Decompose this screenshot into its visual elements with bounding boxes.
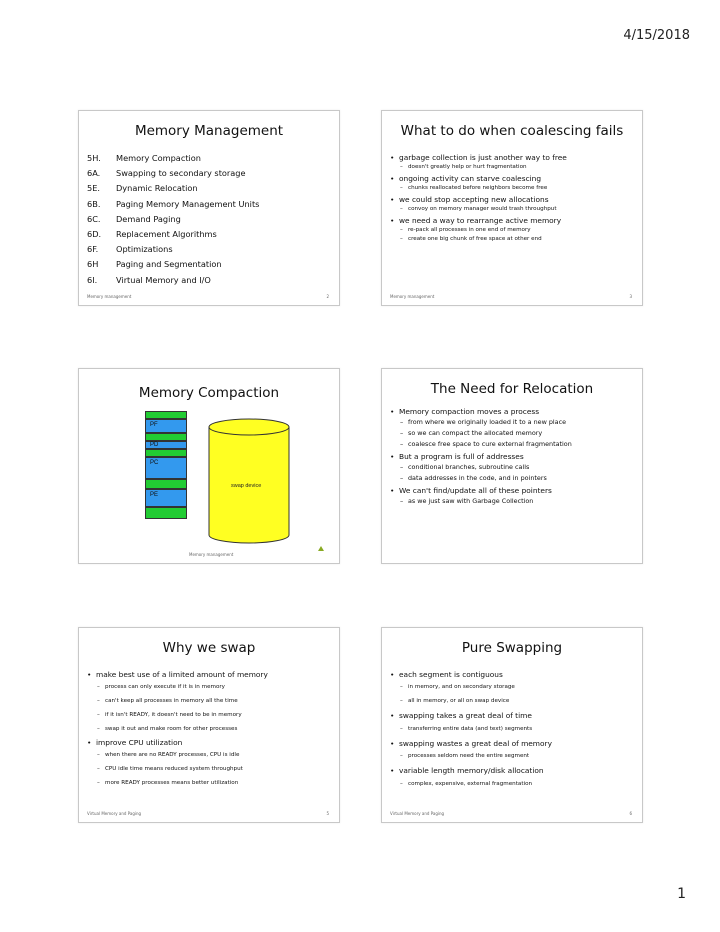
bullet: • each segment is contiguous: [390, 670, 636, 681]
slide-memory-management: [78, 110, 340, 306]
toc-item: 6B. Paging Memory Management Units: [87, 198, 260, 209]
bullet-list: [390, 151, 636, 244]
slide-why-we-swap: [78, 627, 340, 823]
sub-bullet: – coalesce free space to cure external fragmentation: [390, 439, 636, 450]
slide-title: Memory Management: [134, 123, 284, 139]
bullet: • We can't find/update all of these pointers: [390, 486, 636, 497]
slide-number: 5: [326, 811, 329, 816]
sub-bullet: – so we can compact the allocated memory: [390, 428, 636, 439]
bullet: • ongoing activity can starve coalescing: [390, 174, 636, 185]
free-segment: [145, 507, 187, 519]
swap-device-cylinder: [207, 417, 291, 545]
process-segment-pc: PC: [145, 457, 187, 479]
bullet: • we could stop accepting new allocations: [390, 195, 636, 206]
toc-item: 5H. Memory Compaction: [87, 153, 202, 163]
slide-number: 6: [629, 811, 632, 816]
toc-item: 5E. Dynamic Relocation: [87, 183, 198, 194]
bullet: • But a program is full of addresses: [390, 452, 636, 463]
bullet: • garbage collection is just another way to free: [390, 153, 636, 164]
slide-footer: Memory management: [390, 294, 435, 299]
bullet-list: [390, 405, 636, 507]
toc-item: 6A. Swapping to secondary storage: [87, 168, 246, 179]
sub-bullet: – processes seldom need the entire segment: [390, 749, 636, 763]
sub-bullet: – as we just saw with Garbage Collection: [390, 496, 636, 507]
slide-number: 2: [326, 294, 329, 299]
memory-column: [145, 411, 187, 519]
bullet: • swapping takes a great deal of time: [390, 711, 636, 722]
free-segment: [145, 411, 187, 419]
bullet: • we need a way to rearrange active memory: [390, 216, 636, 227]
sub-bullet: – chunks reallocated before neighbors become free: [390, 184, 636, 193]
sub-bullet: – re-pack all processes in one end of memory: [390, 226, 636, 235]
logo-icon: [317, 545, 325, 553]
sub-bullet: – more READY processes means better utilization: [87, 776, 333, 790]
sub-bullet: – process can only execute if it is in memory: [87, 680, 333, 694]
swap-device-label: swap device: [231, 483, 262, 489]
slide-title: What to do when coalescing fails: [400, 123, 624, 139]
sub-bullet: – CPU idle time means reduced system throughput: [87, 762, 333, 776]
slide-footer: Virtual Memory and Paging: [87, 811, 142, 816]
sub-bullet: – transferring entire data (and text) segments: [390, 722, 636, 736]
sub-bullet: – when there are no READY processes, CPU is idle: [87, 748, 333, 762]
free-segment: [145, 449, 187, 457]
bullet: • make best use of a limited amount of memory: [87, 670, 333, 681]
page-date: 4/15/2018: [623, 28, 690, 43]
toc-item: 6H Paging and Segmentation: [87, 259, 222, 270]
sub-bullet: – all in memory, or all on swap device: [390, 694, 636, 708]
sub-bullet: – conditional branches, subroutine calls: [390, 462, 636, 473]
toc-item: 6D. Replacement Algorithms: [87, 229, 217, 240]
sub-bullet: – from where we originally loaded it to a new place: [390, 417, 636, 428]
toc-item: 6F. Optimizations: [87, 244, 173, 255]
slide-title: Pure Swapping: [461, 640, 563, 656]
page-number: 1: [677, 886, 686, 902]
sub-bullet: – can't keep all processes in memory all the time: [87, 694, 333, 708]
sub-bullet: – swap it out and make room for other processes: [87, 722, 333, 736]
slide-title: Memory Compaction: [138, 385, 280, 401]
slide-coalescing-fails: [381, 110, 643, 306]
slide-title: Why we swap: [162, 640, 256, 656]
slide-number: 3: [629, 294, 632, 299]
toc-item: 6I. Virtual Memory and I/O: [87, 274, 211, 285]
bullet: • improve CPU utilization: [87, 738, 333, 749]
sub-bullet: – data addresses in the code, and in pointers: [390, 473, 636, 484]
bullet: • Memory compaction moves a process: [390, 407, 636, 418]
sub-bullet: – create one big chunk of free space at other end: [390, 235, 636, 244]
slide-need-for-relocation: [381, 368, 643, 564]
bullet-list: [390, 668, 636, 791]
toc-list: [87, 151, 333, 288]
bullet: • swapping wastes a great deal of memory: [390, 739, 636, 750]
bullet: • variable length memory/disk allocation: [390, 766, 636, 777]
slide-footer: Memory management: [87, 294, 132, 299]
sub-bullet: – convoy on memory manager would trash throughput: [390, 205, 636, 214]
slide-memory-compaction: [78, 368, 340, 564]
toc-item: 6C. Demand Paging: [87, 213, 181, 224]
slide-footer: Virtual Memory and Paging: [390, 811, 445, 816]
sub-bullet: – if it isn't READY, it doesn't need to be in memory: [87, 708, 333, 722]
sub-bullet: – complex, expensive, external fragmentation: [390, 777, 636, 791]
bullet-list: [87, 668, 333, 790]
slide-title: The Need for Relocation: [430, 381, 594, 397]
slide-pure-swapping: [381, 627, 643, 823]
process-segment-pe: PE: [145, 489, 187, 507]
slide-footer: Memory management: [189, 552, 234, 557]
process-segment-pd: PD: [145, 441, 187, 449]
free-segment: [145, 479, 187, 489]
free-segment: [145, 433, 187, 441]
sub-bullet: – doesn't greatly help or hurt fragmentation: [390, 163, 636, 172]
process-segment-pf: PF: [145, 419, 187, 433]
sub-bullet: – in memory, and on secondary storage: [390, 680, 636, 694]
